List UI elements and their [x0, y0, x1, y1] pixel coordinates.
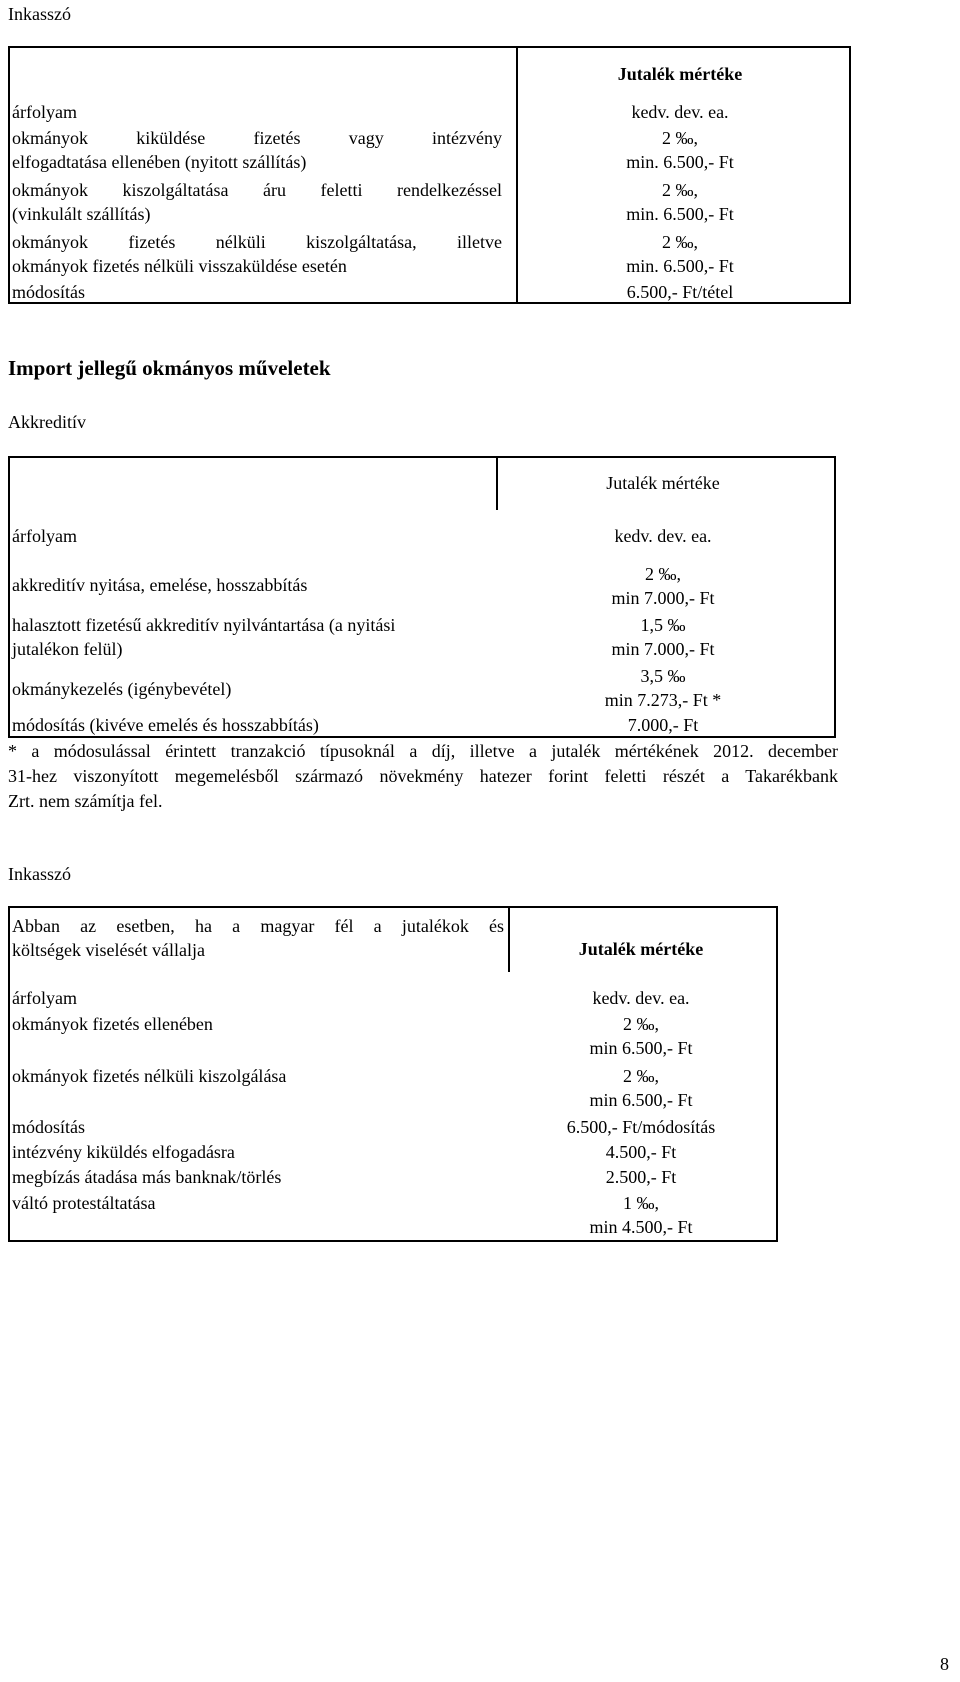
section-title-inkasszo: Inkasszó [8, 4, 71, 24]
row-value: kedv. dev. ea. [614, 526, 712, 546]
row-label: okmányok fizetés ellenében [12, 1014, 213, 1034]
row-value: 7.000,- Ft [627, 715, 699, 735]
row-label: okmányok kiküldése fizetés vagy intézvény [12, 128, 502, 148]
row-label: okmányok fizetés nélküli kiszolgáltatása, illetve [12, 232, 502, 252]
row-label: okmányok fizetés nélküli kiszolgálása [12, 1066, 287, 1086]
footnote-line: * a módosulással érintett tranzakció típusoknál a díj, illetve a jutalék mértékének 2012. december [8, 741, 838, 761]
table-intro: Abban az esetben, ha a magyar fél a jutalékok és [12, 916, 504, 936]
row-value-min: min 6.500,- Ft [589, 1090, 693, 1110]
column-header-commission: Jutalék mértéke [578, 939, 704, 959]
section-heading-import: Import jellegű okmányos műveletek [8, 356, 331, 380]
row-value: 2 ‰, [623, 1014, 659, 1034]
row-value-min: min 7.273,- Ft * [604, 690, 722, 710]
row-label: árfolyam [12, 988, 77, 1008]
row-label: halasztott fizetésű akkreditív nyilvántartása (a nyitási [12, 615, 396, 635]
row-value: 3,5 ‰ [640, 666, 686, 686]
footnote-line: Zrt. nem számítja fel. [8, 791, 163, 811]
row-label: intézvény kiküldés elfogadásra [12, 1142, 235, 1162]
row-label: módosítás [12, 282, 86, 302]
row-label: módosítás [12, 1117, 86, 1137]
row-label-cont: elfogadtatása ellenében (nyitott szállítás) [12, 152, 307, 172]
row-label: árfolyam [12, 526, 77, 546]
row-value-min: min 7.000,- Ft [611, 639, 715, 659]
section-subheading-akkreditiv: Akkreditív [8, 412, 86, 432]
row-label-cont: okmányok fizetés nélküli visszaküldése esetén [12, 256, 347, 276]
row-value: 6.500,- Ft/módosítás [566, 1117, 716, 1137]
row-value-min: min. 6.500,- Ft [626, 204, 734, 224]
row-value: 2 ‰, [662, 128, 698, 148]
row-value: 2 ‰, [662, 180, 698, 200]
row-value-min: min 6.500,- Ft [589, 1038, 693, 1058]
row-value-min: min 7.000,- Ft [611, 588, 715, 608]
row-value: 4.500,- Ft [605, 1142, 677, 1162]
row-value: kedv. dev. ea. [631, 102, 729, 122]
row-value-min: min. 6.500,- Ft [626, 152, 734, 172]
row-value: 1,5 ‰ [640, 615, 686, 635]
row-label: módosítás (kivéve emelés és hosszabbítás) [12, 715, 319, 735]
row-value: 2 ‰, [662, 232, 698, 252]
row-label-cont: (vinkulált szállítás) [12, 204, 151, 224]
row-label: árfolyam [12, 102, 77, 122]
row-value: 2 ‰, [645, 564, 681, 584]
row-value: kedv. dev. ea. [592, 988, 690, 1008]
row-value-min: min 4.500,- Ft [589, 1217, 693, 1237]
row-label: váltó protestáltatása [12, 1193, 156, 1213]
row-value: 1 ‰, [623, 1193, 659, 1213]
row-label: okmányok kiszolgáltatása áru feletti rendelkezéssel [12, 180, 502, 200]
row-value: 2 ‰, [623, 1066, 659, 1086]
row-value: 2.500,- Ft [605, 1167, 677, 1187]
row-label-cont: jutalékon felül) [12, 639, 123, 659]
row-value-min: min. 6.500,- Ft [626, 256, 734, 276]
row-label: okmánykezelés (igénybevétel) [12, 679, 232, 699]
table-intro-cont: költségek viselését vállalja [12, 940, 205, 960]
column-header-commission: Jutalék mértéke [617, 64, 743, 84]
footnote-line: 31-hez viszonyított megemelésből származó növekmény hatezer forint feletti részét a Takarékbank [8, 766, 838, 786]
section-title-inkasszo: Inkasszó [8, 864, 71, 884]
row-label: akkreditív nyitása, emelése, hosszabbítás [12, 575, 308, 595]
column-header-commission: Jutalék mértéke [606, 473, 720, 493]
row-value: 6.500,- Ft/tétel [626, 282, 734, 302]
page-number: 8 [940, 1654, 949, 1674]
row-label: megbízás átadása más banknak/törlés [12, 1167, 282, 1187]
